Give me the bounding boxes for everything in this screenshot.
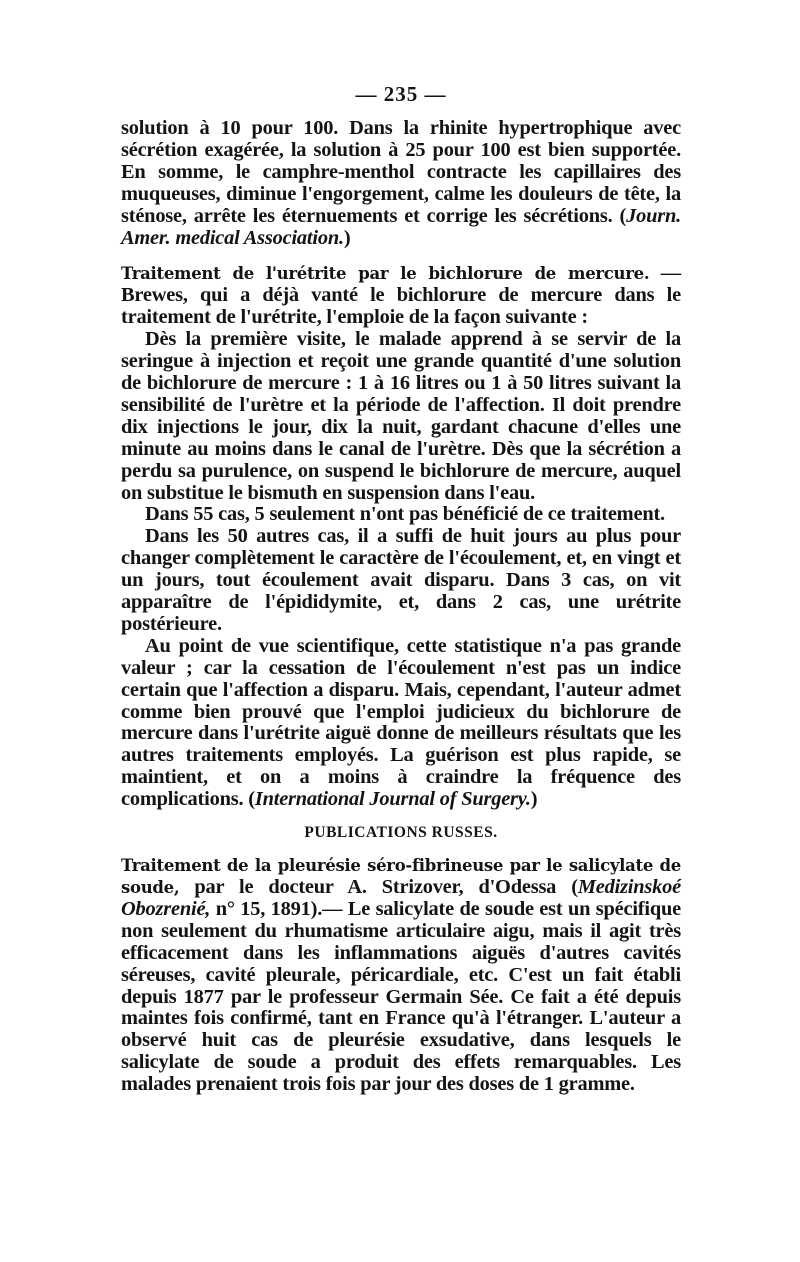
paragraph-text: Au point de vue scientifique, cette statistique n'a pas grande valeur ; car la cessation de l'écoulement n'est pas un indice certain que l'affection a disparu. Mais, cependant, l'auteur admet comme bien prouvé que l'emploi judicieux du bichlorure de mercure dans l'urétrite aiguë donne de meilleurs résultats que les autres traitements employés. La guérison est plus rapide, se maintient, et on a moins à craindre la fréquence des complications. ( <box>121 634 681 811</box>
article-urethritis-conclusion <box>121 636 681 811</box>
source-citation: International Journal of Surgery. <box>254 788 531 811</box>
document-page <box>121 80 681 1096</box>
spacer <box>121 249 681 263</box>
article-urethritis-intro <box>121 263 681 329</box>
article-byline: par le docteur A. Strizover, d'Odessa ( <box>179 876 578 898</box>
article-pleurisy <box>121 855 681 1096</box>
paragraph-text-end: ) <box>530 788 538 811</box>
article-urethritis-paragraph: Dès la première visite, le malade apprend à se servir de la seringue à injection et reçoit une grande quantité d'une solution de bichlorure de mercure : 1 à 16 litres ou 1 à 50 litres suivant la sensibilité de l'urètre et la période de l'affection. Il doit prendre dix injections le jour, dix la nuit, gardant chacune d'elles une minute au moins dans le canal de l'urètre. Dès que la sécrétion a perdu sa purulence, on suspend le bichlorure de mercure, auquel on substitue le bismuth en suspension dans l'eau. <box>121 328 681 504</box>
paragraph-text-end: ) <box>343 226 351 249</box>
article-urethritis-paragraph: Dans les 50 autres cas, il a suffi de huit jours au plus pour changer complètement le caractère de l'écoulement, et, en vingt et un jours, tout écoulement avait disparu. Dans 3 cas, on vit apparaître de l'épididymite, et, dans 2 cas, une urétrite postérieure. <box>121 525 681 635</box>
section-heading: PUBLICATIONS RUSSES. <box>304 824 498 842</box>
article-title: Traitement de la pleurésie séro-fibrineuse par le salicylate de soude, <box>121 856 681 897</box>
article-title: Traitement de l'urétrite par le bichlorure de mercure. <box>121 264 650 284</box>
page-number: — 235 — <box>355 82 447 106</box>
article-body-text: n° 15, 1891).— Le salicylate de soude est un spécifique non seulement du rhumatisme articulaire aigu, mais il agit très efficacement dans les inflammations aiguës d'autres cavités séreuses, cavité pleurale, péricardiale, etc. C'est un fait établi depuis 1877 par le professeur Germain Sée. Ce fait a été depuis maintes fois confirmé, tant en France qu'à l'étranger. L'auteur a observé huit cas de pleurésie exsudative, dans lesquels le salicylate de soude a produit des effets remarquables. Les malades prenaient trois fois par jour des doses de 1 gramme. <box>121 897 681 1096</box>
source-citation: Medizinskoé Obozrenié, <box>121 876 681 920</box>
article-urethritis-paragraph: Dans 55 cas, 5 seulement n'ont pas bénéficié de ce traitement. <box>145 503 665 526</box>
article-intro-text: — Brewes, qui a déjà vanté le bichlorure de mercure dans le traitement de l'urétrite, l'emploie de la façon suivante : <box>121 262 681 329</box>
paragraph-camphor-menthol <box>121 118 681 249</box>
paragraph-text: solution à 10 pour 100. Dans la rhinite hypertrophique avec sécrétion exagérée, la solution à 25 pour 100 est bien supportée. En somme, le camphre-menthol contracte les capillaires des muqueuses, diminue l'engorgement, calme les douleurs de tête, la sténose, arrête les éternuements et corrige les sécrétions. ( <box>121 117 681 227</box>
source-citation: Journ. Amer. medical Association. <box>121 204 681 249</box>
